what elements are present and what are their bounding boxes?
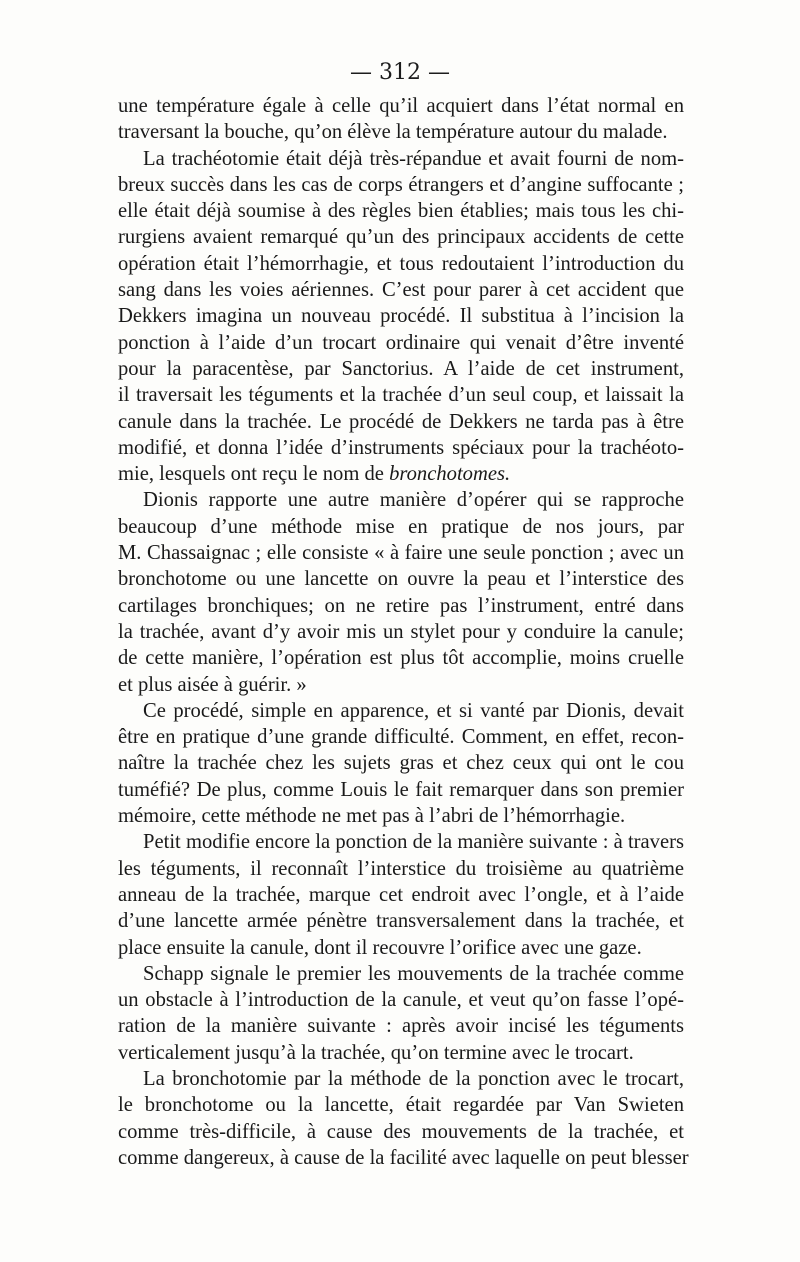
text-line <box>118 908 684 934</box>
text-line-content: La bronchotomie par la méthode de la ponction avec le trocart, <box>143 1067 684 1090</box>
text-line <box>118 987 684 1013</box>
text-line <box>118 1040 684 1066</box>
text-line-content: Ce procédé, simple en apparence, et si vanté par Dionis, devait <box>143 699 684 722</box>
text-line-content: Dionis rapporte une autre manière d’opérer qui se rapproche <box>143 489 684 512</box>
text-line-content: la trachée, avant d’y avoir mis un stylet pour y conduire la canule; <box>118 620 684 643</box>
text-line-content: mémoire, cette méthode ne met pas à l’abri de l’hémorrhagie. <box>118 805 626 828</box>
text-line <box>118 672 684 698</box>
text-line <box>118 1145 689 1171</box>
text-line-content: comme très-difficile, à cause des mouvements de la trachée, et <box>118 1120 684 1143</box>
text-line-content: breux succès dans les cas de corps étrangers et d’angine suffocante ; <box>118 173 684 196</box>
text-line <box>118 119 684 145</box>
text-line-content: mie, lesquels ont reçu le nom de <box>118 463 390 486</box>
text-line <box>118 1013 684 1039</box>
text-line-content: sang dans les voies aériennes. C’est pour parer à cet accident que <box>118 279 684 302</box>
text-line <box>118 829 684 855</box>
text-line <box>118 461 684 487</box>
text-line <box>118 935 684 961</box>
text-line-content: beaucoup d’une méthode mise en pratique de nos jours, par <box>118 515 684 538</box>
text-line <box>118 356 684 382</box>
text-line <box>118 172 684 198</box>
text-line-content: place ensuite la canule, dont il recouvre l’orifice avec une gaze. <box>118 936 642 959</box>
text-line <box>118 540 684 566</box>
text-line-content: bronchotome ou une lancette on ouvre la peau et l’interstice des <box>118 568 684 591</box>
text-line <box>118 251 684 277</box>
text-line-content: traversant la bouche, qu’on élève la température autour du malade. <box>118 121 668 144</box>
text-line-content: il traversait les téguments et la trachée d’un seul coup, et laissait la <box>118 384 684 407</box>
text-line-content: comme dangereux, à cause de la facilité avec laquelle on peut blesser <box>118 1146 689 1169</box>
text-line <box>118 382 684 408</box>
text-line-content: un obstacle à l’introduction de la canule, et veut qu’on fasse l’opé- <box>118 989 684 1012</box>
text-line-content: M. Chassaignac ; elle consiste « à faire une seule ponction ; avec un <box>118 542 684 565</box>
text-line-content: canule dans la trachée. Le procédé de Dekkers ne tarda pas à être <box>118 410 684 433</box>
text-line <box>118 619 684 645</box>
text-line <box>118 330 684 356</box>
text-line-content: ponction à l’aide d’un trocart ordinaire qui venait d’être inventé <box>118 331 684 354</box>
text-line-content: Dekkers imagina un nouveau procédé. Il substitua à l’incision la <box>118 305 684 328</box>
page-number: — 312 — <box>350 60 450 85</box>
text-line <box>118 277 684 303</box>
text-line <box>118 856 684 882</box>
body-text <box>118 93 689 1171</box>
text-line-content: tuméfié? De plus, comme Louis le fait remarquer dans son premier <box>118 778 684 801</box>
text-line-content: de cette manière, l’opération est plus tôt accomplie, moins cruelle <box>118 647 684 670</box>
text-line-content: modifié, et donna l’idée d’instruments spéciaux pour la trachéoto- <box>118 436 684 459</box>
text-line <box>118 224 684 250</box>
text-line <box>118 514 684 540</box>
text-line-content: anneau de la trachée, marque cet endroit avec l’ongle, et à l’aide <box>118 883 684 906</box>
text-line <box>118 961 684 987</box>
text-line <box>118 593 684 619</box>
text-line-content: le bronchotome ou la lancette, était regardée par Van Swieten <box>118 1094 684 1117</box>
text-line-content: verticalement jusqu’à la trachée, qu’on termine avec le trocart. <box>118 1041 634 1064</box>
text-line-content: cartilages bronchiques; on ne retire pas l’instrument, entré dans <box>118 594 684 617</box>
text-line <box>118 198 684 224</box>
text-line-content: pour la paracentèse, par Sanctorius. A l’aide de cet instrument, <box>118 357 684 380</box>
text-line-content: elle était déjà soumise à des règles bien établies; mais tous les chi- <box>118 200 684 223</box>
text-line <box>118 487 684 513</box>
text-line-content: être en pratique d’une grande difficulté. Comment, en effet, recon- <box>118 726 684 749</box>
text-line <box>118 777 684 803</box>
text-line-content: rurgiens avaient remarqué qu’un des principaux accidents de cette <box>118 226 684 249</box>
text-line-content: une température égale à celle qu’il acquiert dans l’état normal en <box>118 95 684 117</box>
text-line-content: les téguments, il reconnaît l’interstice du troisième au quatrième <box>118 857 684 880</box>
text-line-content: opération était l’hémorrhagie, et tous redoutaient l’introduction du <box>118 252 684 275</box>
text-line <box>118 1066 684 1092</box>
text-line <box>118 882 684 908</box>
text-line <box>118 303 684 329</box>
text-line <box>118 409 684 435</box>
text-line-content: Petit modifie encore la ponction de la manière suivante : à travers <box>143 831 684 854</box>
italic-term: bronchotomes. <box>389 463 511 486</box>
text-line <box>118 93 684 119</box>
text-line <box>118 645 684 671</box>
text-line <box>118 566 684 592</box>
text-line-content: d’une lancette armée pénètre transversalement dans la trachée, et <box>118 910 684 933</box>
text-line <box>118 750 684 776</box>
text-line <box>118 146 684 172</box>
text-line <box>118 1092 684 1118</box>
text-line-content: naître la trachée chez les sujets gras et chez ceux qui ont le cou <box>118 752 684 775</box>
text-line-content: Schapp signale le premier les mouvements de la trachée comme <box>143 962 684 985</box>
text-line <box>118 724 684 750</box>
text-line-content: ration de la manière suivante : après avoir incisé les téguments <box>118 1015 684 1038</box>
text-line-content: La trachéotomie était déjà très-répandue et avait fourni de nom- <box>143 147 684 170</box>
text-line <box>118 803 684 829</box>
text-line <box>118 1119 684 1145</box>
text-line-content: et plus aisée à guérir. » <box>118 673 307 696</box>
text-line <box>118 435 684 461</box>
text-line <box>118 698 684 724</box>
